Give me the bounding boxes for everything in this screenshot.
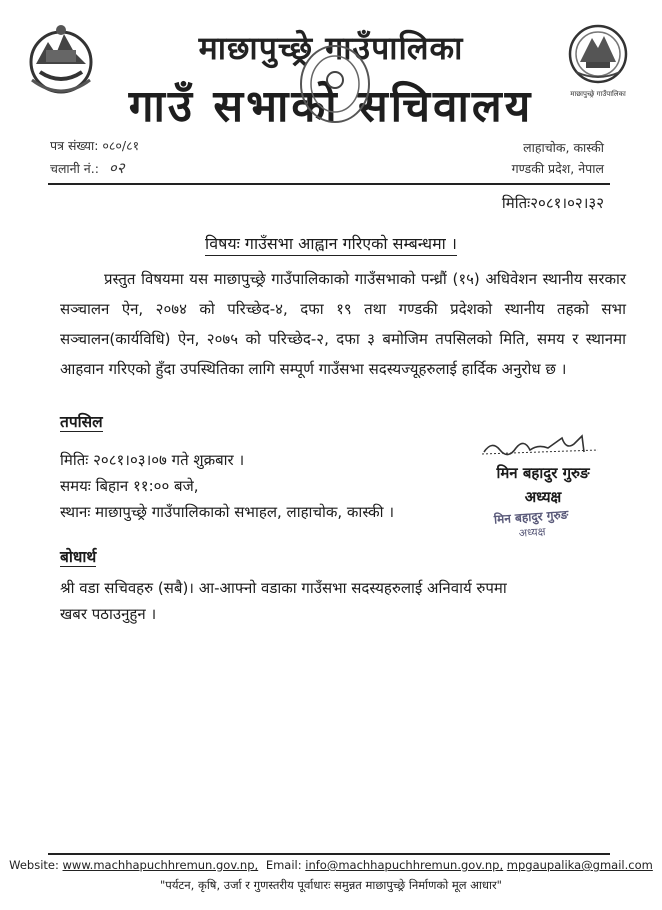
meeting-time: समयः बिहान ११:०० बजे, xyxy=(60,477,199,495)
municipality-title: माछापुच्छ्रे गाउँपालिका xyxy=(198,29,464,67)
details-heading: तपसिल xyxy=(60,413,103,431)
right-logo-text: माछापुच्छ्रे गाउँपालिका xyxy=(570,90,626,98)
email-link[interactable]: info@machhapuchhremun.gov.np, xyxy=(305,858,504,872)
secretariat-title: गाउँ सभाको सचिवालय xyxy=(128,81,534,132)
letter-date: मितिः२०८१।०२।३२ xyxy=(501,194,604,212)
letter-number: पत्र संख्या: ०८०/८१ xyxy=(50,138,140,153)
dispatch-number: चलानी नं.: ०२ xyxy=(50,159,125,177)
meeting-place: स्थानः माछापुच्छ्रे गाउँपालिकाको सभाहल, लाहाचोक, कास्की । xyxy=(60,503,395,521)
official-seal-icon xyxy=(296,40,374,128)
footer-divider xyxy=(48,853,610,855)
address-line1: लाहाचोक, कास्की xyxy=(523,140,604,155)
subject-line: विषयः गाउँसभा आह्वान गरिएको सम्बन्धमा । xyxy=(0,232,662,254)
footer-slogan: "पर्यटन, कृषि, उर्जा र गुणस्तरीय पूर्वाधारः समुन्नत माछापुच्छ्रे निर्माणको मूल आधार" xyxy=(160,878,502,892)
body-paragraph: प्रस्तुत विषयमा यस माछापुच्छ्रे गाउँपालिकाको गाउँसभाको पन्ध्रौं (१५) अधिवेशन स्थानीय सरकार सञ्चालन ऐन, २०७४ को परिच्छेद-४, दफा १९ तथा गण्डकी प्रदेशको स्थानीय तहको सभा सञ्चालन(कार्यविधि) ऐन, २०७५ को परिच्छेद-२, दफा ३ बमोजिम तपसिलको मिति, समय र स्थानमा आहवान गरिएको हुँदा उपस्थितिका लागि सम्पूर्ण गाउँसभा सदस्यज्यूहरुलाई हार्दिक अनुरोध छ । xyxy=(60,270,626,378)
meeting-date: मितिः २०८१।०३।०७ गते शुक्रबार । xyxy=(60,451,245,469)
cc-heading: बोधार्थ xyxy=(60,548,97,566)
address-line2: गण्डकी प्रदेश, नेपाल xyxy=(511,161,604,176)
name-stamp: मिन बहादुर गुरुङ अध्यक्ष xyxy=(493,507,569,540)
signatory-designation: अध्यक्ष xyxy=(524,488,562,506)
handwritten-signature xyxy=(478,430,608,460)
cc-line1: श्री वडा सचिवहरु (सबै)। आ-आफ्नो वडाका गाउँसभा सदस्यहरुलाई अनिवार्य रुपमा xyxy=(60,579,507,597)
footer-contact: Website: www.machhapuchhremun.gov.np, Email: info@machhapuchhremun.gov.np, mpgaupalika@gmail.com xyxy=(9,858,653,872)
cc-line2: खबर पठाउनुहुन । xyxy=(60,605,157,623)
website-link[interactable]: www.machhapuchhremun.gov.np, xyxy=(62,858,259,872)
email2-link[interactable]: mpgaupalika@gmail.com xyxy=(506,858,653,872)
signatory-name: मिन बहादुर गुरुङ xyxy=(496,464,590,482)
header-divider xyxy=(48,183,610,185)
